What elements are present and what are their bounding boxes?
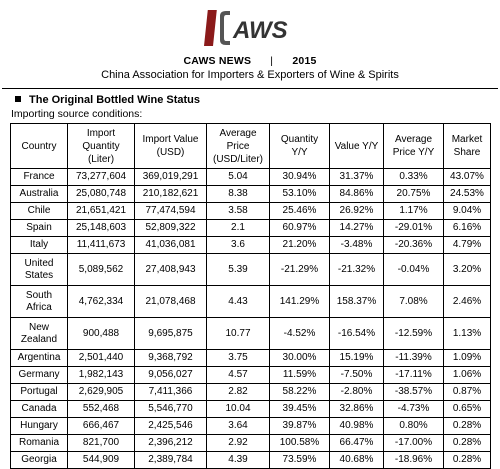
quantity-cell: 821,700 bbox=[68, 435, 135, 452]
market-share-cell: 0.28% bbox=[444, 418, 491, 435]
value-cell: 27,408,943 bbox=[135, 254, 207, 286]
market-share-cell: 9.04% bbox=[444, 203, 491, 220]
market-share-cell: 1.13% bbox=[444, 318, 491, 350]
avg-price-cell: 10.04 bbox=[207, 401, 270, 418]
avg-price-yy-cell: -17.11% bbox=[384, 367, 444, 384]
column-header: Country bbox=[11, 124, 68, 169]
table-row bbox=[11, 401, 491, 418]
country-cell: Portugal bbox=[11, 384, 68, 401]
column-header: Average Price Y/Y bbox=[384, 124, 444, 169]
avg-price-cell: 2.1 bbox=[207, 220, 270, 237]
avg-price-yy-cell: 1.17% bbox=[384, 203, 444, 220]
table-row bbox=[11, 186, 491, 203]
quantity-yy-cell: 100.58% bbox=[270, 435, 330, 452]
table-row bbox=[11, 418, 491, 435]
value-yy-cell: -21.32% bbox=[330, 254, 384, 286]
quantity-cell: 5,089,562 bbox=[68, 254, 135, 286]
avg-price-yy-cell: -18.96% bbox=[384, 452, 444, 469]
value-yy-cell: 14.27% bbox=[330, 220, 384, 237]
quantity-yy-cell: 60.97% bbox=[270, 220, 330, 237]
column-header: Market Share bbox=[444, 124, 491, 169]
table-row bbox=[11, 384, 491, 401]
country-cell: Romania bbox=[11, 435, 68, 452]
square-bullet-icon bbox=[15, 96, 21, 102]
country-cell: Georgia bbox=[11, 452, 68, 469]
quantity-yy-cell: 73.59% bbox=[270, 452, 330, 469]
value-yy-cell: 31.37% bbox=[330, 169, 384, 186]
market-share-cell: 3.20% bbox=[444, 254, 491, 286]
value-cell: 9,056,027 bbox=[135, 367, 207, 384]
avg-price-yy-cell: -4.73% bbox=[384, 401, 444, 418]
table-row bbox=[11, 435, 491, 452]
country-cell: New Zealand bbox=[11, 318, 68, 350]
table-body bbox=[11, 169, 491, 469]
quantity-cell: 2,501,440 bbox=[68, 350, 135, 367]
news-label: CAWS NEWS bbox=[183, 55, 252, 67]
avg-price-cell: 2.92 bbox=[207, 435, 270, 452]
caws-logo bbox=[200, 8, 300, 48]
avg-price-cell: 4.43 bbox=[207, 286, 270, 318]
quantity-cell: 73,277,604 bbox=[68, 169, 135, 186]
country-cell: Australia bbox=[11, 186, 68, 203]
market-share-cell: 6.16% bbox=[444, 220, 491, 237]
country-cell: Italy bbox=[11, 237, 68, 254]
country-cell: France bbox=[11, 169, 68, 186]
value-cell: 7,411,366 bbox=[135, 384, 207, 401]
value-cell: 5,546,770 bbox=[135, 401, 207, 418]
quantity-yy-cell: 25.46% bbox=[270, 203, 330, 220]
table-row bbox=[11, 318, 491, 350]
value-cell: 2,425,546 bbox=[135, 418, 207, 435]
avg-price-yy-cell: 0.33% bbox=[384, 169, 444, 186]
avg-price-yy-cell: 0.80% bbox=[384, 418, 444, 435]
section-title-text: The Original Bottled Wine Status bbox=[29, 94, 201, 106]
avg-price-cell: 10.77 bbox=[207, 318, 270, 350]
country-cell: Germany bbox=[11, 367, 68, 384]
avg-price-cell: 4.57 bbox=[207, 367, 270, 384]
value-cell: 9,695,875 bbox=[135, 318, 207, 350]
quantity-yy-cell: 11.59% bbox=[270, 367, 330, 384]
avg-price-yy-cell: -17.00% bbox=[384, 435, 444, 452]
value-cell: 21,078,468 bbox=[135, 286, 207, 318]
column-header: Value Y/Y bbox=[330, 124, 384, 169]
table-row bbox=[11, 254, 491, 286]
quantity-cell: 11,411,673 bbox=[68, 237, 135, 254]
market-share-cell: 1.09% bbox=[444, 350, 491, 367]
value-yy-cell: -7.50% bbox=[330, 367, 384, 384]
market-share-cell: 0.28% bbox=[444, 435, 491, 452]
avg-price-yy-cell: -11.39% bbox=[384, 350, 444, 367]
avg-price-yy-cell: -29.01% bbox=[384, 220, 444, 237]
quantity-yy-cell: 53.10% bbox=[270, 186, 330, 203]
avg-price-cell: 8.38 bbox=[207, 186, 270, 203]
market-share-cell: 2.46% bbox=[444, 286, 491, 318]
value-cell: 2,389,784 bbox=[135, 452, 207, 469]
column-header: Import Value (USD) bbox=[135, 124, 207, 169]
import-table bbox=[10, 123, 491, 469]
quantity-cell: 25,080,748 bbox=[68, 186, 135, 203]
avg-price-yy-cell: 7.08% bbox=[384, 286, 444, 318]
table-header-row bbox=[11, 124, 491, 169]
market-share-cell: 0.65% bbox=[444, 401, 491, 418]
table-row bbox=[11, 169, 491, 186]
table-row bbox=[11, 286, 491, 318]
quantity-cell: 21,651,421 bbox=[68, 203, 135, 220]
value-yy-cell: 40.68% bbox=[330, 452, 384, 469]
quantity-cell: 25,148,603 bbox=[68, 220, 135, 237]
quantity-yy-cell: 30.00% bbox=[270, 350, 330, 367]
market-share-cell: 0.87% bbox=[444, 384, 491, 401]
value-yy-cell: 158.37% bbox=[330, 286, 384, 318]
value-cell: 52,809,322 bbox=[135, 220, 207, 237]
country-cell: United States bbox=[11, 254, 68, 286]
avg-price-cell: 3.6 bbox=[207, 237, 270, 254]
svg-text:AWS: AWS bbox=[233, 17, 288, 44]
value-yy-cell: -3.48% bbox=[330, 237, 384, 254]
country-cell: Spain bbox=[11, 220, 68, 237]
table-row bbox=[11, 220, 491, 237]
market-share-cell: 0.28% bbox=[444, 452, 491, 469]
table-row bbox=[11, 237, 491, 254]
value-cell: 41,036,081 bbox=[135, 237, 207, 254]
avg-price-cell: 2.82 bbox=[207, 384, 270, 401]
country-cell: South Africa bbox=[11, 286, 68, 318]
quantity-cell: 2,629,905 bbox=[68, 384, 135, 401]
avg-price-yy-cell: -20.36% bbox=[384, 237, 444, 254]
quantity-cell: 552,468 bbox=[68, 401, 135, 418]
market-share-cell: 4.79% bbox=[444, 237, 491, 254]
header-separator: | bbox=[270, 55, 274, 67]
table-row bbox=[11, 203, 491, 220]
organization-name: China Association for Importers & Exporters of Wine & Spirits bbox=[101, 69, 399, 81]
quantity-yy-cell: 21.20% bbox=[270, 237, 330, 254]
avg-price-cell: 3.75 bbox=[207, 350, 270, 367]
value-cell: 2,396,212 bbox=[135, 435, 207, 452]
quantity-cell: 544,909 bbox=[68, 452, 135, 469]
value-cell: 9,368,792 bbox=[135, 350, 207, 367]
avg-price-cell: 3.64 bbox=[207, 418, 270, 435]
quantity-yy-cell: 58.22% bbox=[270, 384, 330, 401]
quantity-yy-cell: 30.94% bbox=[270, 169, 330, 186]
market-share-cell: 1.06% bbox=[444, 367, 491, 384]
value-cell: 210,182,621 bbox=[135, 186, 207, 203]
column-header: Average Price (USD/Liter) bbox=[207, 124, 270, 169]
avg-price-yy-cell: -38.57% bbox=[384, 384, 444, 401]
avg-price-cell: 5.04 bbox=[207, 169, 270, 186]
quantity-yy-cell: 39.45% bbox=[270, 401, 330, 418]
value-yy-cell: 32.86% bbox=[330, 401, 384, 418]
avg-price-cell: 4.39 bbox=[207, 452, 270, 469]
avg-price-yy-cell: 20.75% bbox=[384, 186, 444, 203]
avg-price-cell: 3.58 bbox=[207, 203, 270, 220]
value-yy-cell: -16.54% bbox=[330, 318, 384, 350]
avg-price-yy-cell: -12.59% bbox=[384, 318, 444, 350]
value-cell: 77,474,594 bbox=[135, 203, 207, 220]
table-row bbox=[11, 350, 491, 367]
column-header: Quantity Y/Y bbox=[270, 124, 330, 169]
avg-price-yy-cell: -0.04% bbox=[384, 254, 444, 286]
value-yy-cell: 66.47% bbox=[330, 435, 384, 452]
market-share-cell: 43.07% bbox=[444, 169, 491, 186]
value-yy-cell: 26.92% bbox=[330, 203, 384, 220]
value-yy-cell: 40.98% bbox=[330, 418, 384, 435]
country-cell: Argentina bbox=[11, 350, 68, 367]
quantity-yy-cell: 141.29% bbox=[270, 286, 330, 318]
news-header bbox=[0, 55, 500, 67]
country-cell: Chile bbox=[11, 203, 68, 220]
country-cell: Hungary bbox=[11, 418, 68, 435]
quantity-yy-cell: -4.52% bbox=[270, 318, 330, 350]
quantity-cell: 1,982,143 bbox=[68, 367, 135, 384]
quantity-cell: 4,762,334 bbox=[68, 286, 135, 318]
quantity-cell: 666,467 bbox=[68, 418, 135, 435]
section-heading bbox=[15, 94, 200, 106]
value-yy-cell: -2.80% bbox=[330, 384, 384, 401]
country-cell: Canada bbox=[11, 401, 68, 418]
value-yy-cell: 15.19% bbox=[330, 350, 384, 367]
table-row bbox=[11, 367, 491, 384]
header-divider bbox=[2, 88, 498, 89]
news-year: 2015 bbox=[292, 55, 317, 67]
table-row bbox=[11, 452, 491, 469]
market-share-cell: 24.53% bbox=[444, 186, 491, 203]
quantity-yy-cell: -21.29% bbox=[270, 254, 330, 286]
avg-price-cell: 5.39 bbox=[207, 254, 270, 286]
value-cell: 369,019,291 bbox=[135, 169, 207, 186]
column-header: Import Quantity (Liter) bbox=[68, 124, 135, 169]
value-yy-cell: 84.86% bbox=[330, 186, 384, 203]
quantity-cell: 900,488 bbox=[68, 318, 135, 350]
quantity-yy-cell: 39.87% bbox=[270, 418, 330, 435]
intro-text: Importing source conditions: bbox=[11, 108, 143, 120]
